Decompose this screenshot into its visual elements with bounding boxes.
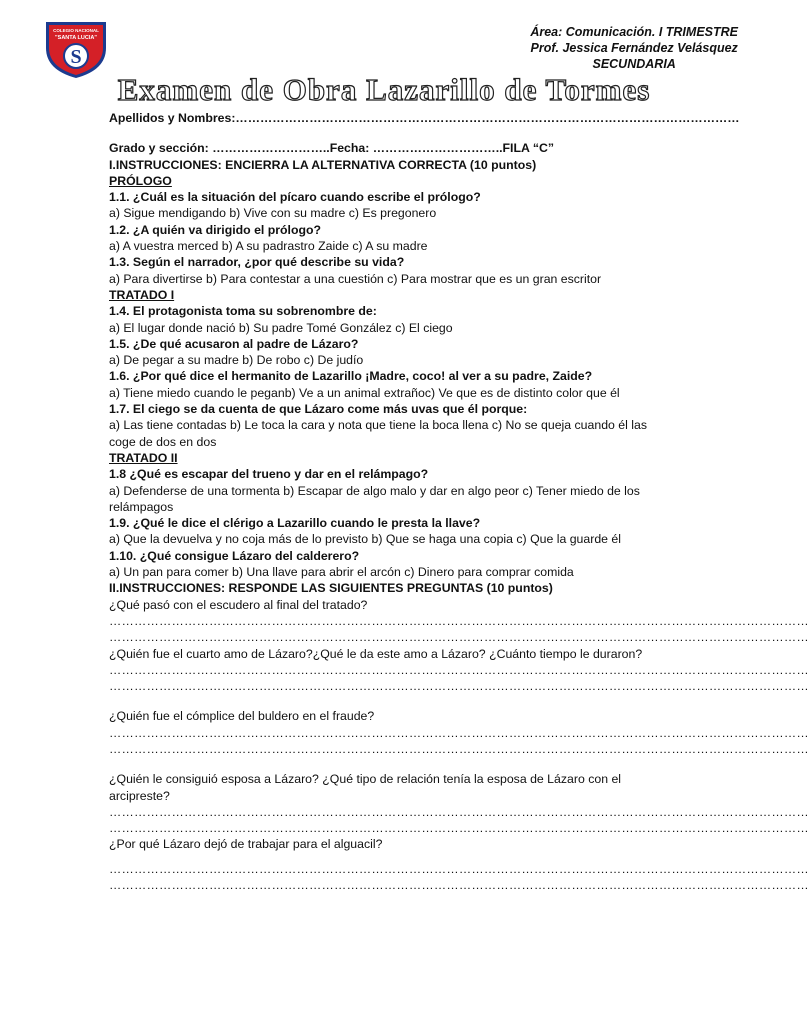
- open-question-3: ¿Quién fue el cómplice del buldero en el fraude?: [109, 709, 375, 724]
- options-1-6[interactable]: a) Tiene miedo cuando le peganb) Ve a un animal extrañoc) Ve que es de distinto color que él: [109, 385, 620, 400]
- area-label: Área: Comunicación. I TRIMESTRE: [530, 25, 738, 39]
- answer-line[interactable]: ……………………………………………………………………………………………………………………………………………………: [109, 878, 809, 893]
- part2-instructions: II.INSTRUCCIONES: RESPONDE LAS SIGUIENTES PREGUNTAS (10 puntos): [109, 581, 553, 596]
- question-1-4: 1.4. El protagonista toma su sobrenombre de:: [109, 304, 377, 319]
- question-1-7: 1.7. El ciego se da cuenta de que Lázaro come más uvas que él porque:: [109, 402, 528, 417]
- options-1-10[interactable]: a) Un pan para comer b) Una llave para abrir el arcón c) Dinero para comprar comida: [109, 565, 574, 580]
- answer-line[interactable]: ……………………………………………………………………………………………………………………………………………………: [109, 861, 809, 876]
- question-1-2: 1.2. ¿A quién va dirigido el prólogo?: [109, 222, 322, 237]
- logo-top-text: COLEGIO NACIONAL: [53, 28, 99, 33]
- open-question-1: ¿Qué pasó con el escudero al final del tratado?: [109, 597, 368, 612]
- answer-line[interactable]: ……………………………………………………………………………………………………………………………………………………: [109, 741, 809, 756]
- question-1-5: 1.5. ¿De qué acusaron al padre de Lázaro?: [109, 336, 359, 351]
- answer-line[interactable]: ……………………………………………………………………………………………………………………………………………………: [109, 725, 809, 740]
- options-1-2[interactable]: a) A vuestra merced b) A su padrastro Zaide c) A su madre: [109, 239, 428, 254]
- answer-line[interactable]: ……………………………………………………………………………………………………………………………………………………: [109, 821, 809, 836]
- options-1-5[interactable]: a) De pegar a su madre b) De robo c) De judío: [109, 353, 364, 368]
- exam-body: [109, 110, 809, 893]
- answer-line[interactable]: ……………………………………………………………………………………………………………………………………………………: [109, 679, 809, 694]
- name-field-line[interactable]: Apellidos y Nombres:……………………………………………………………………………………………………………: [109, 111, 740, 125]
- options-1-3[interactable]: a) Para divertirse b) Para contestar a una cuestión c) Para mostrar que es un gran escritor: [109, 271, 602, 286]
- answer-line[interactable]: ……………………………………………………………………………………………………………………………………………………: [109, 804, 809, 819]
- options-1-8[interactable]: a) Defenderse de una tormenta b) Escapar de algo malo y dar en algo peor c) Tener miedo de los relámpagos: [109, 483, 640, 514]
- options-1-9[interactable]: a) Que la devuelva y no coja más de lo previsto b) Que se haga una copia c) Que la guarde él: [109, 532, 621, 547]
- options-1-4[interactable]: a) El lugar donde nació b) Su padre Tomé González c) El ciego: [109, 320, 453, 335]
- answer-line[interactable]: ……………………………………………………………………………………………………………………………………………………: [109, 630, 809, 645]
- question-1-10: 1.10. ¿Qué consigue Lázaro del calderero?: [109, 548, 360, 563]
- options-1-1[interactable]: a) Sigue mendigando b) Vive con su madre c) Es pregonero: [109, 206, 437, 221]
- open-question-2: ¿Quién fue el cuarto amo de Lázaro?¿Qué le da este amo a Lázaro? ¿Cuánto tiempo le duraron?: [109, 646, 643, 661]
- options-1-7[interactable]: a) Las tiene contadas b) Le toca la cara y nota que tiene la boca llena c) No se queja cuando él las coge de dos en dos: [109, 418, 647, 449]
- question-1-6: 1.6. ¿Por qué dice el hermanito de Lazarillo ¡Madre, coco! al ver a su padre, Zaide?: [109, 369, 593, 384]
- level-label: SECUNDARIA: [592, 57, 676, 71]
- answer-line[interactable]: ……………………………………………………………………………………………………………………………………………………: [109, 613, 809, 628]
- exam-title: Examen de Obra Lazarillo de Tormes: [117, 72, 651, 107]
- question-1-9: 1.9. ¿Qué le dice el clérigo a Lazarillo cuando le presta la llave?: [109, 516, 481, 531]
- logo-school-text: "SANTA LUCIA": [55, 35, 97, 41]
- question-1-3: 1.3. Según el narrador, ¿por qué describe su vida?: [109, 255, 405, 270]
- question-1-1: 1.1. ¿Cuál es la situación del pícaro cuando escribe el prólogo?: [109, 190, 481, 205]
- section-date-line[interactable]: Grado y sección: ………………………..Fecha: …………………………..FILA “C”: [109, 141, 555, 156]
- section-tratado-1: TRATADO I: [109, 287, 175, 302]
- section-tratado-2: TRATADO II: [109, 450, 178, 465]
- section-prologo: PRÓLOGO: [109, 173, 172, 188]
- school-crest-logo: [44, 18, 108, 80]
- answer-line[interactable]: ……………………………………………………………………………………………………………………………………………………: [109, 662, 809, 677]
- open-question-4: ¿Quién le consiguió esposa a Lázaro? ¿Qué tipo de relación tenía la esposa de Lázaro con el arcipreste?: [109, 772, 622, 803]
- open-question-5: ¿Por qué Lázaro dejó de trabajar para el alguacil?: [109, 837, 383, 852]
- question-1-8: 1.8 ¿Qué es escapar del trueno y dar en el relámpago?: [109, 467, 429, 482]
- course-header: [530, 24, 738, 72]
- professor-label: Prof. Jessica Fernández Velásquez: [530, 41, 738, 55]
- part1-instructions: I.INSTRUCCIONES: ENCIERRA LA ALTERNATIVA CORRECTA (10 puntos): [109, 157, 537, 172]
- logo-letter: S: [70, 46, 82, 68]
